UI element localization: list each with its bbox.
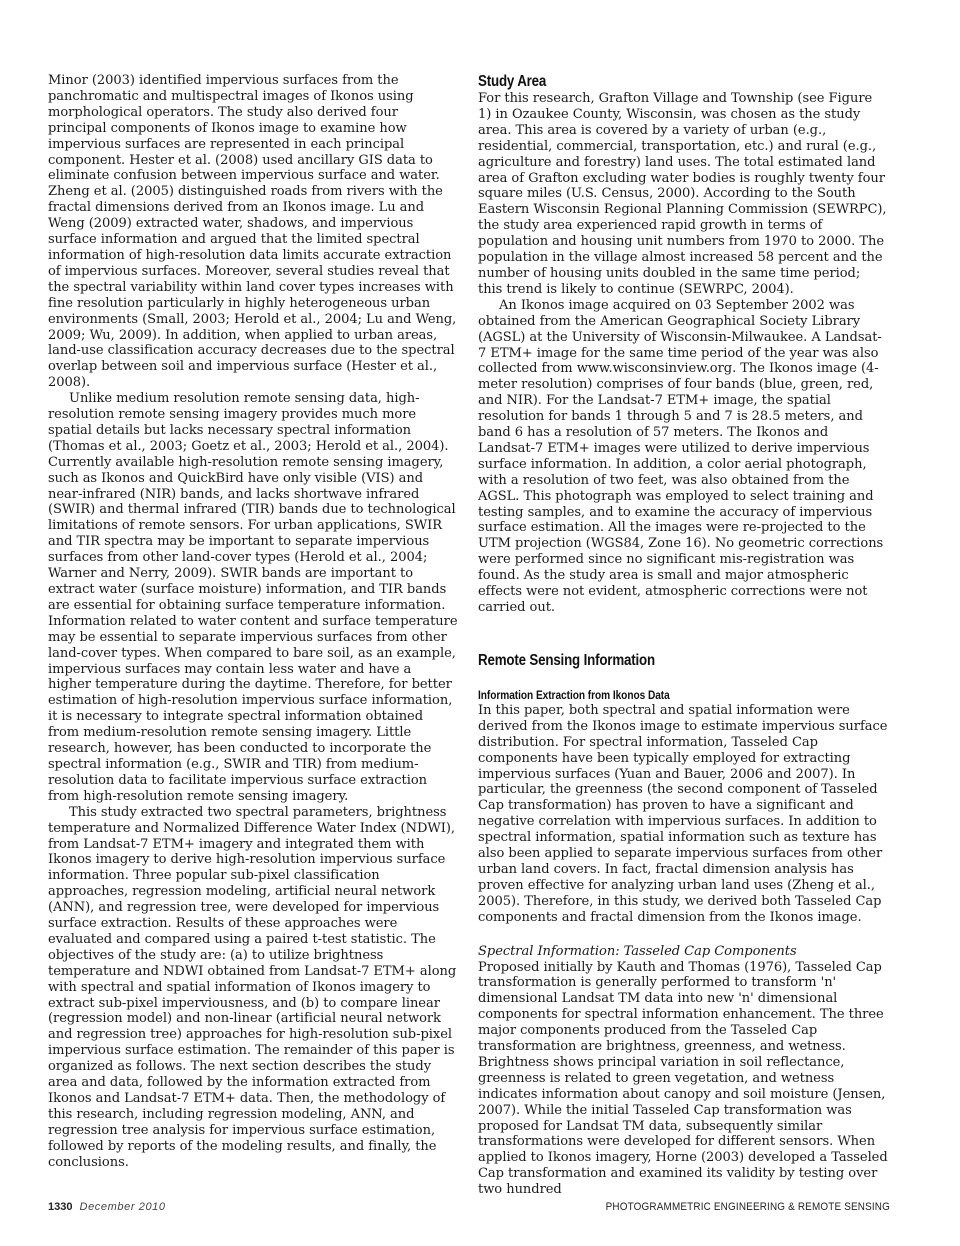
paragraph: This study extracted two spectral parameters, brightness temperature and Normalized Difference Water Index (NDWI), from Landsat-7 ETM+ imagery and integrated them with Ikonos imagery to derive high-resolution impervious surface information. Three popular sub-pixel classification approaches, regression modeling, artificial neural network (ANN), and regression tree, were developed for impervious surface extraction. Results of these approaches were evaluated and compared using a paired t-test statistic. The objectives of the study are: (a) to utilize brightness temperature and NDWI obtained from Landsat-7 ETM+ along with spectral and spatial information of Ikonos imagery to extract sub-pixel imperviousness, and (b) to compare linear (regression model) and non-linear (artificial neural network and regression tree) approaches for high-resolution sub-pixel impervious surface estimation. The remainder of this paper is organized as follows. The next section describes the study area and data, followed by the information extracted from Ikonos and Landsat-7 ETM+ data. Then, the methodology of this research, including regression modeling, ANN, and regression tree analysis for impervious surface estimation, followed by reports of the modeling results, and finally, the conclusions. <box>48 804 457 1170</box>
page-footer <box>48 1201 890 1217</box>
paragraph: Proposed initially by Kauth and Thomas (1976), Tasseled Cap transformation is generally performed to transform 'n' dimensional Landsat TM data into new 'n' dimensional components for spectral information enhancement. The three major components produced from the Tasseled Cap transformation are brightness, greenness, and wetness. Brightness shows principal variation in soil reflectance, greenness is related to green vegetation, and wetness indicates information about canopy and soil moisture (Jensen, 2007). While the initial Tasseled Cap transformation was proposed for Landsat TM data, subsequently similar transformations were developed for different sensors. When applied to Ikonos imagery, Horne (2003) developed a Tasseled Cap transformation and examined its validity by testing over two hundred <box>478 959 888 1198</box>
paragraph: For this research, Grafton Village and Township (see Figure 1) in Ozaukee County, Wisconsin, was chosen as the study area. This area is covered by a variety of urban (e.g., residential, commercial, transportation, etc.) and rural (e.g., agriculture and forestry) land uses. The total estimated land area of Grafton excluding water bodies is roughly twenty four square miles (U.S. Census, 2000). According to the South Eastern Wisconsin Regional Planning Commission (SEWRPC), the study area experienced rapid growth in terms of population and housing unit numbers from 1970 to 2000. The population in the village almost increased 58 percent and the number of housing units doubled in the same time period; this trend is likely to continue (SEWRPC, 2004). <box>478 91 887 297</box>
section-spacer <box>478 616 888 652</box>
page-number: 1330 <box>48 1201 73 1213</box>
right-column <box>478 73 888 1198</box>
left-column <box>48 73 458 1171</box>
issue-date: December 2010 <box>79 1201 166 1213</box>
subsection-heading-ikonos: Information Extraction from Ikonos Data <box>478 689 670 702</box>
journal-title: PHOTOGRAMMETRIC ENGINEERING & REMOTE SENSING <box>605 1201 890 1213</box>
section-heading-remote-sensing: Remote Sensing Information <box>478 651 655 669</box>
paragraph: Unlike medium resolution remote sensing data, high-resolution remote sensing imagery provides much more spatial details but lacks necessary spectral information (Thomas et al., 2003; Goetz et al., 2003; Herold et al., 2004). Currently available high-resolution remote sensing imagery, such as Ikonos and QuickBird have only visible (VIS) and near-infrared (NIR) bands, and lacks shortwave infrared (SWIR) and thermal infrared (TIR) bands due to technological limitations of remote sensors. For urban applications, SWIR and TIR spectra may be important to separate impervious surfaces from other land-cover types (Herold et al., 2004; Warner and Nerry, 2009). SWIR bands are important to extract water (surface moisture) information, and TIR bands are essential for obtaining surface temperature information. Information related to water content and surface temperature may be essential to separate impervious surfaces from other land-cover types. When compared to bare soil, as an example, impervious surfaces may contain less water and have a higher temperature during the daytime. Therefore, for better estimation of high-resolution impervious surface information, it is necessary to integrate spectral information obtained from medium-resolution remote sensing imagery. Little research, however, has been conducted to incorporate the spectral information (e.g., SWIR and TIR) from medium-resolution data to facilitate impervious surface extraction from high-resolution remote sensing imagery. <box>48 391 458 804</box>
paragraph: Minor (2003) identified impervious surfaces from the panchromatic and multispectral images of Ikonos using morphological operators. The study also derived four principal components of Ikonos image to examine how impervious surfaces are represented in each principal component. Hester et al. (2008) used ancillary GIS data to eliminate confusion between impervious surface and water. Zheng et al. (2005) distinguished roads from rivers with the fractal dimensions derived from an Ikonos image. Lu and Weng (2009) extracted water, shadows, and impervious surface information and argued that the limited spectral information of high-resolution data limits accurate extraction of impervious surfaces. Moreover, several studies reveal that the spectral variability within land cover types increases with fine resolution particularly in highly heterogeneous urban environments (Small, 2003; Herold et al., 2004; Lu and Weng, 2009; Wu, 2009). In addition, when applied to urban areas, land-use classification accuracy decreases due to the spectral overlap between soil and impervious surface (Hester et al., 2008). <box>48 73 457 391</box>
paragraph-spacer <box>478 926 888 944</box>
subsection-spacer <box>478 670 888 689</box>
paragraph: An Ikonos image acquired on 03 September 2002 was obtained from the American Geographical Society Library (AGSL) at the University of Wisconsin-Milwaukee. A Landsat-7 ETM+ image for the same time period of the year was also collected from www.wisconsinview.org. The Ikonos image (4-meter resolution) comprises of four bands (blue, green, red, and NIR). For the Landsat-7 ETM+ image, the spatial resolution for bands 1 through 5 and 7 is 28.5 meters, and band 6 has a resolution of 57 meters. The Ikonos and Landsat-7 ETM+ images were utilized to derive impervious surface information. In addition, a color aerial photograph, with a resolution of two feet, was also obtained from the AGSL. This photograph was employed to select training and testing samples, and to examine the accuracy of impervious surface estimation. All the images were re-projected to the UTM projection (WGS84, Zone 16). No geometric corrections were performed since no significant mis-registration was found. As the study area is small and major atmospheric effects were not evident, atmospheric corrections were not carried out. <box>478 297 884 615</box>
footer-left <box>48 1201 166 1213</box>
paragraph: In this paper, both spectral and spatial information were derived from the Ikonos image to estimate impervious surface distribution. For spectral information, Tasseled Cap components have been typically employed for extracting impervious surfaces (Yuan and Bauer, 2006 and 2007). In particular, the greenness (the second component of Tasseled Cap transformation) has proven to have a significant and negative correlation with impervious surfaces. In addition to spectral information, spatial information such as texture has also been applied to separate impervious surfaces from other urban land covers. In fact, fractal dimension analysis has proven effective for analyzing urban land uses (Zheng et al., 2005). Therefore, in this study, we derived both Tasseled Cap components and fractal dimension from the Ikonos image. <box>478 702 888 925</box>
section-heading-study-area: Study Area <box>478 73 547 90</box>
subsubsection-heading-tasseled-cap: Spectral Information: Tasseled Cap Components <box>478 943 797 959</box>
